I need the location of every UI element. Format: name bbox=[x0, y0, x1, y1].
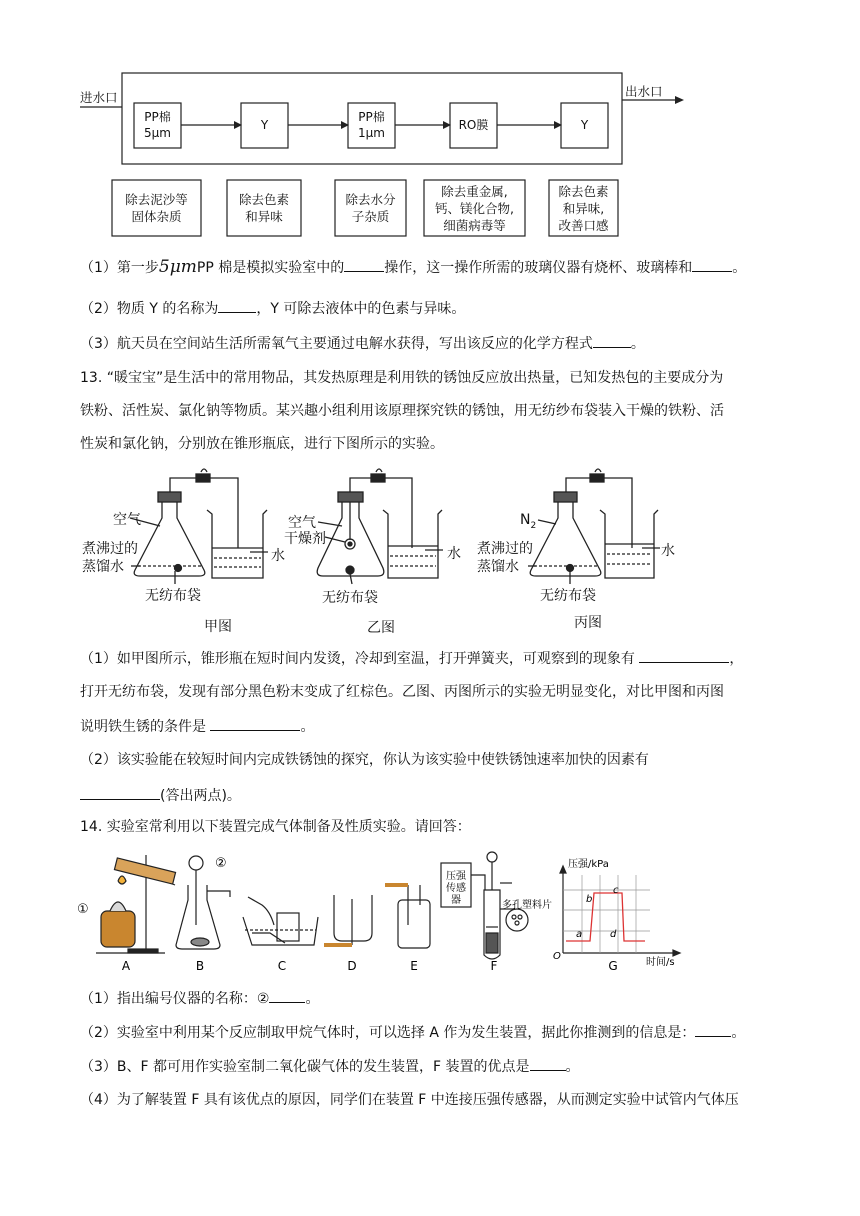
sensor-label-2: 传感 bbox=[446, 883, 466, 894]
nitrogen-label: $N_2$ bbox=[520, 512, 537, 531]
q14-part1: （1）指出编号仪器的名称：② 。 bbox=[80, 988, 319, 1009]
label-a: A bbox=[121, 959, 131, 973]
figure-caption-c: 丙图 bbox=[574, 615, 602, 631]
q13-stem-line2: 铁粉、活性炭、氯化钠等物质。某兴趣小组利用该原理探究铁的锈蚀，用无纺纱布袋装入干燥的铁粉、活 bbox=[80, 403, 724, 419]
point-d: d bbox=[610, 929, 617, 940]
figure-caption-b: 乙图 bbox=[367, 620, 395, 636]
answer-blank bbox=[639, 648, 729, 663]
label-b: B bbox=[195, 959, 205, 973]
water-label: 水 bbox=[447, 546, 461, 562]
step5-desc: 除去色素 和异味, 改善口感 bbox=[558, 184, 609, 233]
q14-part4: （4）为了解装置 F 具有该优点的原因，同学们在装置 F 中连接压强传感器，从而测定实验中试管内气体压 bbox=[80, 1092, 739, 1108]
step4-desc: 除去重金属, 钙、镁化合物, 细菌病毒等 bbox=[435, 184, 514, 233]
step2-inner: Y bbox=[260, 118, 269, 132]
boiled-water-label: 煮沸过的 蒸馏水 bbox=[477, 541, 533, 575]
q13-part1-line1: （1）如甲图所示，锥形瓶在短时间内发烫，冷却到室温，打开弹簧夹，可观察到的现象有 ， bbox=[80, 648, 743, 669]
q13-part1-line3: 说明铁生锈的条件是 。 bbox=[80, 716, 314, 737]
q14-part3: （3）B、F 都可用作实验室制二氧化碳气体的发生装置，F 装置的优点是 。 bbox=[80, 1056, 580, 1077]
q14-part2: （2）实验室中利用某个反应制取甲烷气体时，可以选择 A 作为发生装置，据此你推测到的信息是： 。 bbox=[80, 1022, 745, 1043]
step4-inner: RO膜 bbox=[458, 118, 489, 132]
answer-blank bbox=[692, 257, 732, 272]
inlet-label: 进水口 bbox=[80, 90, 118, 105]
q12-part1: （1）第一步5μmPP 棉是模拟实验室中的 操作，这一操作所需的玻璃仪器有烧杯、玻璃棒和 。 bbox=[80, 257, 747, 277]
label-e: E bbox=[410, 959, 418, 973]
point-b: b bbox=[586, 894, 593, 905]
bag-label: 无纺布袋 bbox=[540, 588, 596, 604]
plate-label: 多孔塑料片 bbox=[502, 900, 552, 911]
apparatus-drawing bbox=[0, 845, 860, 975]
sensor-label-1: 压强 bbox=[446, 871, 466, 882]
air-label: 空气 bbox=[113, 512, 141, 528]
y-axis-label: 压强/kPa bbox=[568, 859, 609, 870]
label-c: C bbox=[277, 959, 287, 973]
outlet-label: 出水口 bbox=[625, 84, 663, 99]
water-label: 水 bbox=[271, 548, 285, 564]
q13-stem-line3: 性炭和氯化钠，分别放在锥形瓶底，进行下图所示的实验。 bbox=[80, 436, 444, 452]
sensor-label-3: 器 bbox=[451, 895, 461, 906]
q12-part2: （2）物质 Y 的名称为 ，Y 可除去液体中的色素与异味。 bbox=[80, 298, 465, 319]
bag-label: 无纺布袋 bbox=[145, 588, 201, 604]
label-g: G bbox=[608, 959, 618, 973]
mark-2: ② bbox=[215, 856, 227, 871]
q14-stem: 14. 实验室常利用以下装置完成气体制备及性质实验。请回答： bbox=[80, 819, 471, 835]
water-label: 水 bbox=[661, 543, 675, 559]
label-d: D bbox=[347, 959, 357, 973]
q13-part1-line2: 打开无纺布袋，发现有部分黑色粉末变成了红棕色。乙图、丙图所示的实验无明显变化，对比甲图和丙图 bbox=[80, 684, 724, 700]
origin-label: O bbox=[553, 951, 561, 962]
point-a: a bbox=[576, 929, 583, 940]
figure-caption-a: 甲图 bbox=[204, 619, 232, 635]
step2-desc: 除去色素 和异味 bbox=[238, 192, 289, 224]
step3-desc: 除去水分 子杂质 bbox=[345, 192, 396, 224]
q12-part3: （3）航天员在空间站生活所需氧气主要通过电解水获得，写出该反应的化学方程式 。 bbox=[80, 333, 645, 354]
answer-blank bbox=[593, 333, 631, 348]
step3-inner: PP棉 1μm bbox=[358, 110, 385, 140]
x-axis-label: 时间/s bbox=[646, 957, 675, 968]
step1-desc: 除去泥沙等 固体杂质 bbox=[125, 192, 188, 224]
answer-blank bbox=[269, 988, 305, 1003]
step5-inner: Y bbox=[580, 118, 589, 132]
mark-1: ① bbox=[77, 902, 89, 917]
answer-blank bbox=[695, 1022, 731, 1037]
answer-blank bbox=[530, 1056, 566, 1071]
q13-part2-line1: （2）该实验能在较短时间内完成铁锈蚀的探究，你认为该实验中使铁锈蚀速率加快的因素有 bbox=[80, 752, 649, 768]
boiled-water-label: 煮沸过的 蒸馏水 bbox=[82, 541, 138, 575]
answer-blank bbox=[344, 257, 384, 272]
answer-blank bbox=[218, 298, 256, 313]
point-c: c bbox=[613, 885, 619, 896]
bag-label: 无纺布袋 bbox=[322, 590, 378, 606]
label-f: F bbox=[490, 959, 498, 973]
desiccant-label: 干燥剂 bbox=[284, 531, 326, 547]
step1-inner: PP棉 5μm bbox=[144, 110, 171, 140]
air-label: 空气 bbox=[288, 515, 316, 531]
q13-part2-line2: (答出两点)。 bbox=[80, 785, 241, 806]
answer-blank bbox=[210, 716, 300, 731]
q13-stem-line1: 13. “暖宝宝”是生活中的常用物品，其发热原理是利用铁的锈蚀反应放出热量，已知发热包的主要成分为 bbox=[80, 370, 724, 386]
answer-blank bbox=[80, 785, 160, 800]
